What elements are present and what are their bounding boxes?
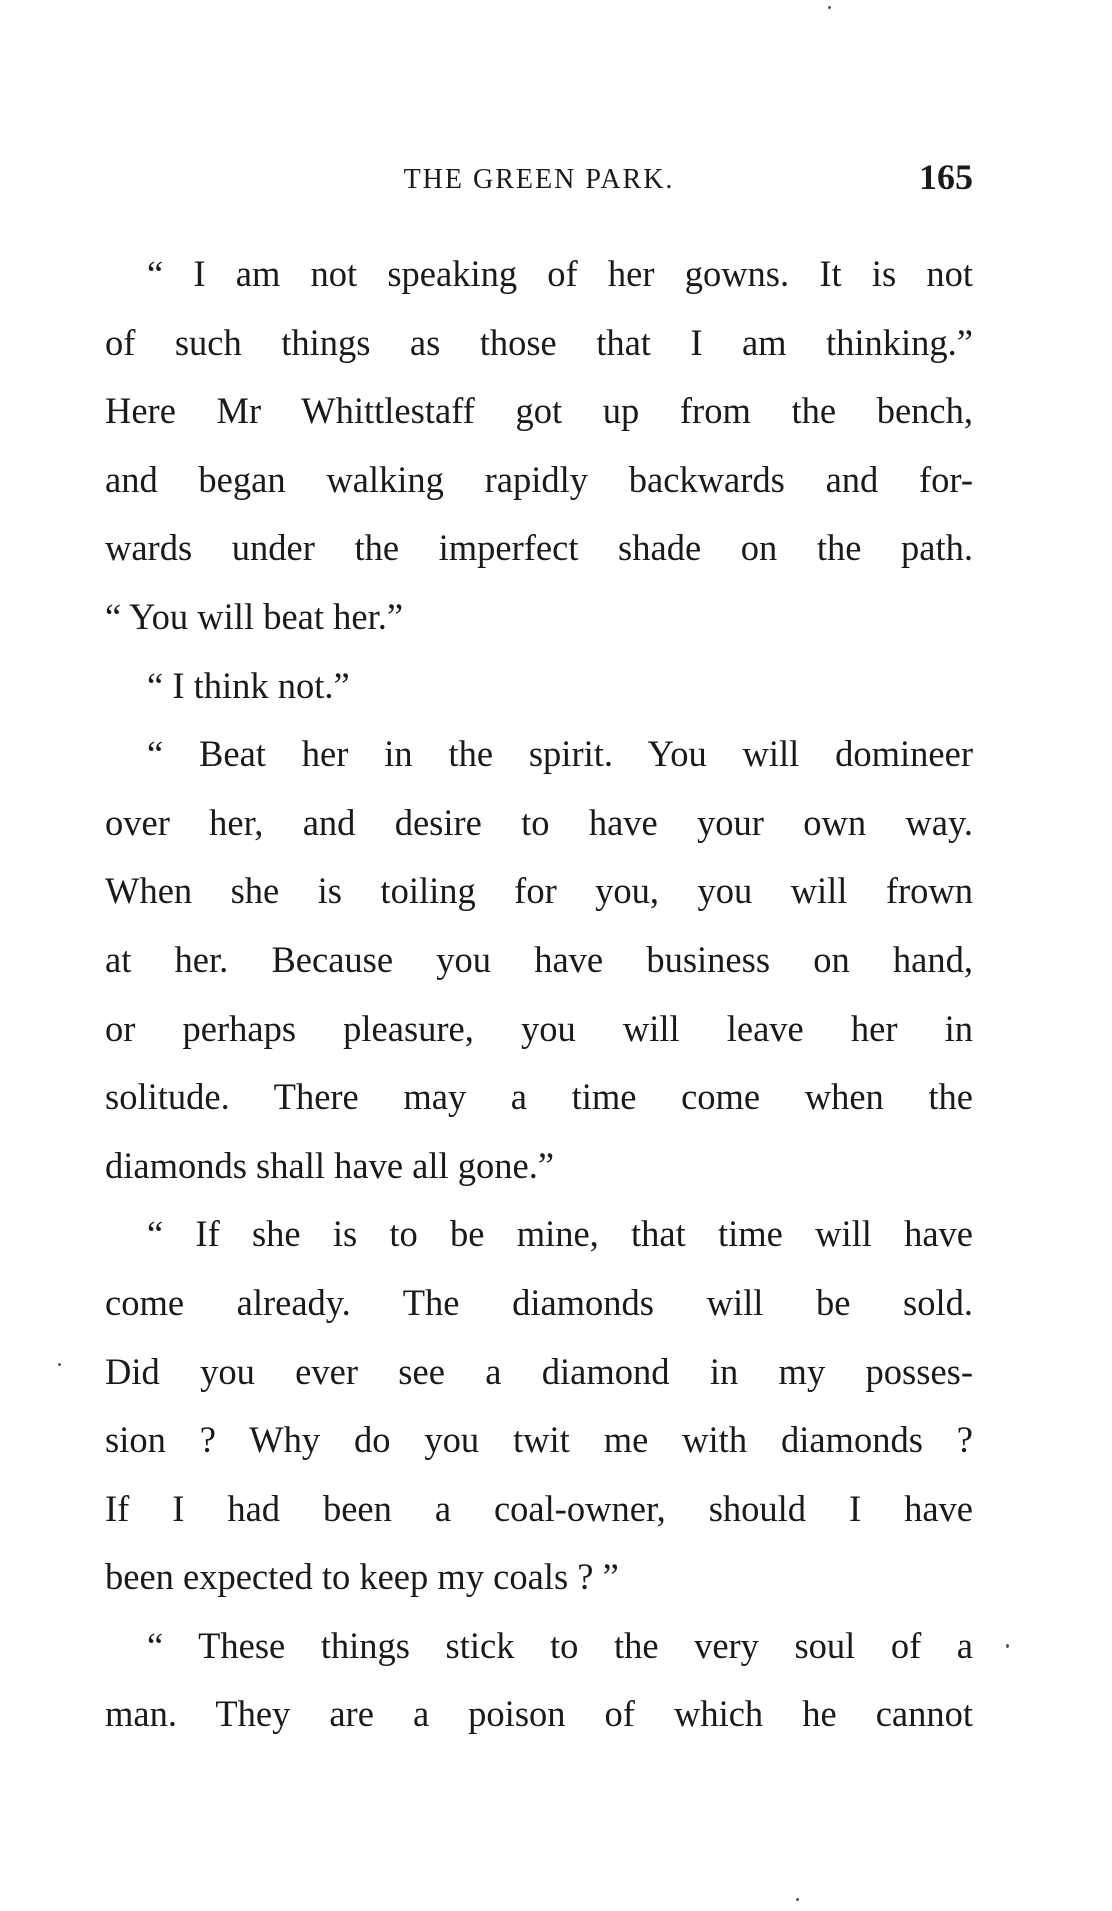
scan-speck bbox=[828, 6, 831, 9]
text-line: “ These things stick to the very soul of a bbox=[147, 1624, 973, 1666]
text-line: Here Mr Whittlestaff got up from the bench, bbox=[105, 390, 973, 432]
text-line: “ Beat her in the spirit. You will domineer bbox=[147, 733, 973, 775]
scan-speck bbox=[796, 1898, 799, 1901]
text-line: “ You will beat her.” bbox=[105, 595, 404, 637]
text-line: over her, and desire to have your own way. bbox=[105, 801, 973, 843]
text-line: of such things as those that I am thinking.” bbox=[105, 321, 973, 363]
paragraph bbox=[105, 720, 973, 1200]
paragraph bbox=[105, 1612, 973, 1749]
text-line: diamonds shall have all gone.” bbox=[105, 1144, 555, 1186]
text-line: sion ? Why do you twit me with diamonds ? bbox=[105, 1419, 973, 1461]
text-line: “ If she is to be mine, that time will have bbox=[147, 1213, 973, 1255]
paragraph bbox=[105, 240, 973, 652]
running-head bbox=[105, 156, 973, 206]
text-line: man. They are a poison of which he cannot bbox=[105, 1693, 973, 1735]
scan-speck bbox=[1006, 1644, 1009, 1648]
text-line: Did you ever see a diamond in my posses- bbox=[105, 1350, 973, 1392]
scan-speck bbox=[58, 1363, 61, 1366]
paragraph bbox=[105, 652, 973, 721]
text-line: If I had been a coal-owner, should I have bbox=[105, 1487, 973, 1529]
text-line: or perhaps pleasure, you will leave her in bbox=[105, 1007, 973, 1049]
text-line: at her. Because you have business on hand, bbox=[105, 938, 973, 980]
text-line: come already. The diamonds will be sold. bbox=[105, 1281, 973, 1323]
text-line: solitude. There may a time come when the bbox=[105, 1076, 973, 1118]
text-line: “ I think not.” bbox=[147, 664, 350, 706]
text-line: “ I am not speaking of her gowns. It is not bbox=[147, 253, 973, 294]
running-title: THE GREEN PARK. bbox=[403, 164, 675, 195]
text-line: When she is toiling for you, you will frown bbox=[105, 870, 973, 912]
paragraph bbox=[105, 1200, 973, 1612]
text-line: been expected to keep my coals ? ” bbox=[105, 1556, 619, 1598]
text-line: wards under the imperfect shade on the path. bbox=[105, 527, 973, 569]
body-text bbox=[105, 240, 973, 1749]
text-line: and began walking rapidly backwards and for- bbox=[105, 458, 973, 500]
page-number: 165 bbox=[919, 157, 973, 197]
